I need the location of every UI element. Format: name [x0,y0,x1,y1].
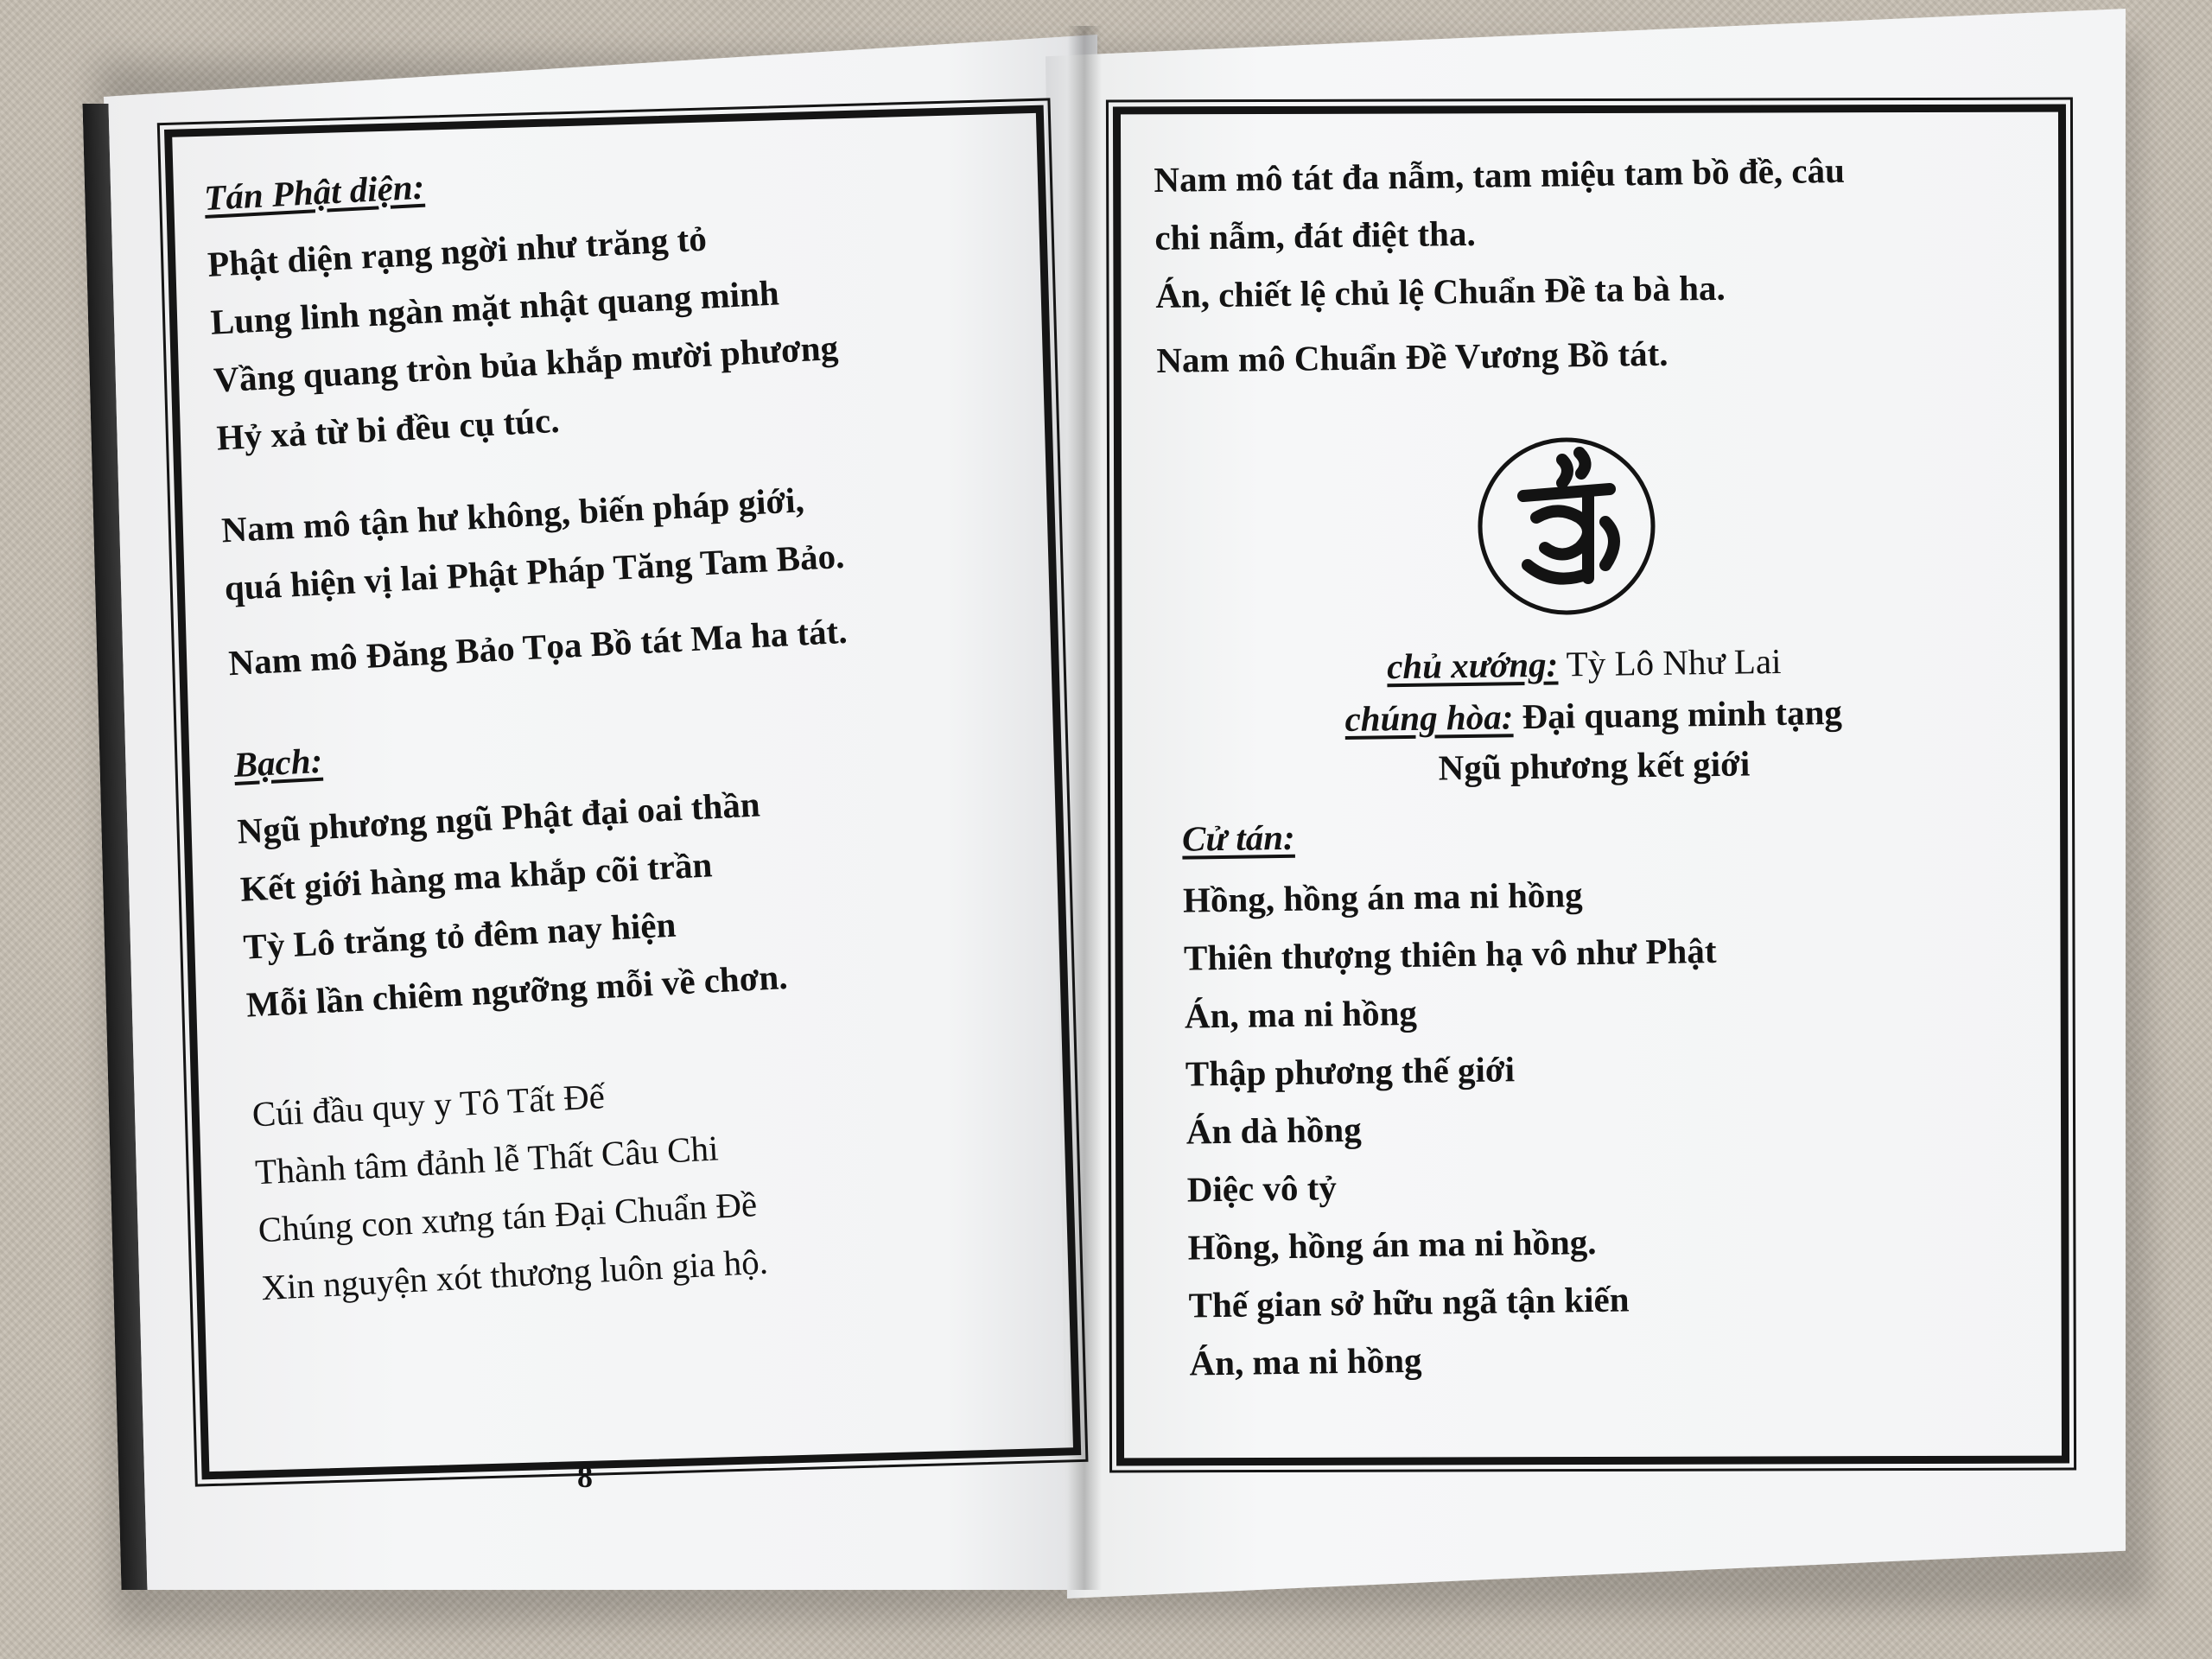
siddham-seal-icon [1476,435,1657,617]
homage-line: Nam mô Chuẩn Đề Vương Bồ tát. [1156,333,1669,380]
verse-2 [236,760,1051,1033]
mantra-line: chi nẫm, đát điệt tha. [1154,213,1476,257]
prayer-2: Nam mô Đăng Bảo Tọa Bồ tát Ma ha tát. [227,610,849,683]
chorus-line-2: Ngũ phương kết giới [1438,743,1751,788]
verse-line: Vầng quang tròn bủa khắp mười phương [213,327,840,400]
left-page-content [203,135,1065,1317]
verse-line: Tỳ Lô trăng tỏ đêm nay hiện [242,904,677,967]
verse-line: Thành tâm đảnh lễ Thất Câu Chi [254,1128,720,1192]
heading-bach: Bạch: [232,740,324,785]
verse-3 [251,1044,1065,1317]
verse-line: Thiên thượng thiên hạ vô như Phật [1183,930,1717,978]
verse-line: Phật diện rạng ngời như trăng tỏ [207,218,708,284]
page-number-left: 8 [577,1459,593,1494]
verse-line: Hồng, hồng án ma ni hồng. [1187,1221,1597,1268]
right-page-content [1154,139,2052,1393]
verse-line: Diệc vô tỷ [1186,1167,1338,1210]
heading-cu-tan: Cử tán: [1181,817,1295,859]
verse-line: Án, ma ni hồng [1189,1339,1422,1383]
verse-line: Hỷ xả từ bi đều cụ túc. [215,399,561,458]
heading-tan-phat-dien: Tán Phật diện: [203,166,426,218]
verse-line: Kết giới hàng ma khắp cõi trần [238,844,714,909]
mantra-2: Án, chiết lệ chủ lệ Chuẩn Đề ta bà ha. [1155,267,1726,315]
verse-line: Ngũ phương ngũ Phật đại oai thần [236,784,761,851]
prayer-line: quá hiện vị lai Phật Pháp Tăng Tam Bảo. [223,535,846,608]
verse-line: Lung linh ngàn mặt nhật quang minh [209,272,780,342]
mantra-line: Nam mô tát đa nẫm, tam miệu tam bồ đề, câu [1154,149,1846,200]
verse-line: Cúi đầu quy y Tô Tất Đế [251,1076,606,1135]
verse-4 [1183,860,2052,1393]
verse-line: Thế gian sở hữu ngã tận kiến [1188,1279,1630,1325]
verse-line: Thập phương thế giới [1185,1049,1516,1094]
lead-label: chủ xướng: [1386,644,1559,687]
verse-line: Xin nguyện xót thương luôn gia hộ. [260,1241,769,1308]
chorus-label: chúng hòa: [1344,696,1514,739]
verse-line: Án, ma ni hồng [1184,992,1418,1036]
lead-text: Tỳ Lô Như Lai [1557,640,1782,684]
chorus-text: Đại quang minh tạng [1512,691,1843,737]
verse-line: Hồng, hồng án ma ni hồng [1182,874,1583,920]
prayer-line: Nam mô tận hư không, biến pháp giới, [220,480,805,550]
verse-line: Án dà hồng [1185,1109,1362,1152]
verse-line: Mỗi lần chiêm ngưỡng mỗi về chơn. [245,956,789,1025]
verse-1 [207,194,1021,467]
verse-line: Chúng con xưng tán Đại Chuẩn Đề [257,1184,759,1250]
